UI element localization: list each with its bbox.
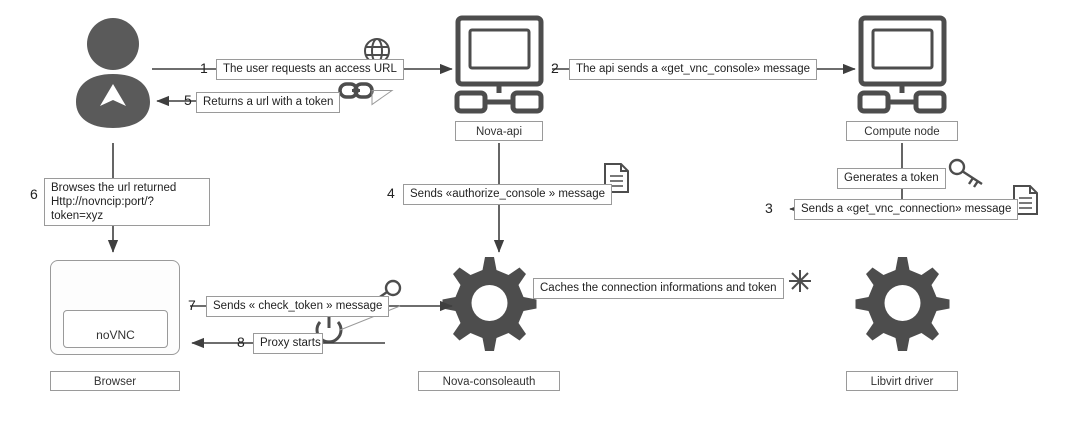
- gear-icon-nova-consoleauth: [443, 257, 537, 351]
- node-label-libvirt-driver: Libvirt driver: [846, 371, 958, 391]
- step-number-5: 5: [184, 92, 192, 108]
- monitor-icon-nova-api: [457, 18, 541, 111]
- message-7: Sends « check_token » message: [206, 296, 389, 317]
- node-label-compute-node: Compute node: [846, 121, 958, 141]
- novnc-label: noVNC: [96, 328, 135, 342]
- message-1: The user requests an access URL: [216, 59, 404, 80]
- message-8: Proxy starts: [253, 333, 323, 354]
- message-3: Sends a «get_vnc_connection» message: [794, 199, 1018, 220]
- node-label-nova-api: Nova-api: [455, 121, 543, 141]
- message-caches-connection: Caches the connection informations and token: [533, 278, 784, 299]
- node-label-browser: Browser: [50, 371, 180, 391]
- monitor-icon-compute-node: [860, 18, 944, 111]
- message-4: Sends «authorize_console » message: [403, 184, 612, 205]
- novnc-screen: [63, 310, 168, 348]
- step-number-7: 7: [188, 297, 196, 313]
- message-2: The api sends a «get_vnc_console» message: [569, 59, 817, 80]
- step-number-3: 3: [765, 200, 773, 216]
- gear-icon-libvirt-driver: [856, 257, 950, 351]
- message-5: Returns a url with a token: [196, 92, 340, 113]
- link-icon-callout: [372, 91, 392, 105]
- message-generates-token: Generates a token: [837, 168, 946, 189]
- key-icon-token: [950, 160, 982, 187]
- step-number-1: 1: [200, 60, 208, 76]
- step-number-4: 4: [387, 185, 395, 201]
- user-icon: [76, 18, 150, 128]
- sparkle-icon: [789, 270, 811, 292]
- step-number-6: 6: [30, 186, 38, 202]
- step-number-8: 8: [237, 334, 245, 350]
- link-icon: [340, 84, 372, 97]
- node-label-nova-consoleauth: Nova-consoleauth: [418, 371, 560, 391]
- step-number-2: 2: [551, 60, 559, 76]
- message-6: Browses the url returned Http://novncip:port/?token=xyz: [44, 178, 210, 226]
